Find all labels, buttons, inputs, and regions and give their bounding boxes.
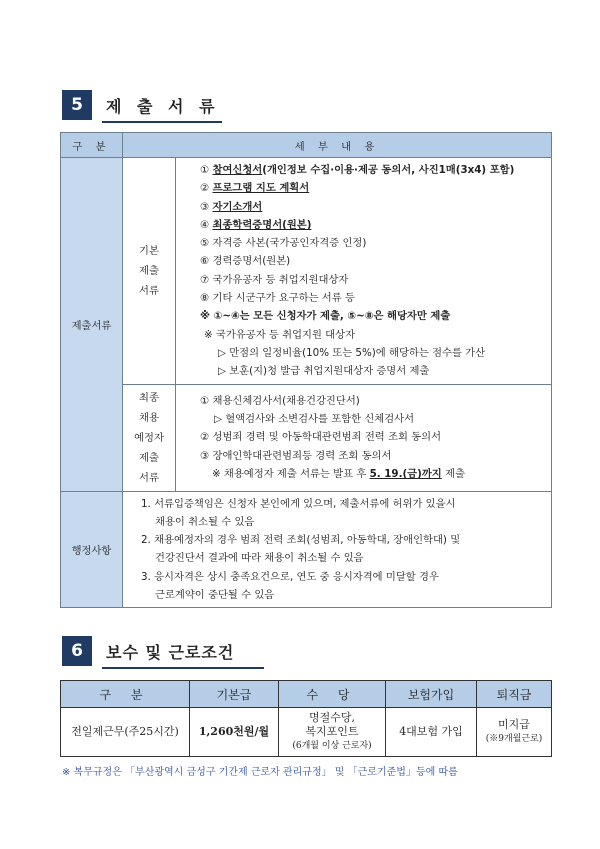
allowance-value: 명절수당, 복지포인트 (6개월 이상 근로자)	[279, 708, 386, 757]
admin-line: 건강진단서 결과에 따라 채용이 취소될 수 있음	[155, 552, 364, 565]
merit-subnote: ▷ 보훈(지)청 발급 취업지원대상자 증명서 제출	[218, 365, 430, 378]
admin-notes	[123, 491, 552, 608]
header-category: 구 분	[61, 133, 123, 158]
merit-note: ※ 국가유공자 등 취업지원 대상자	[204, 328, 356, 341]
header-details: 세 부 내 용	[123, 133, 552, 158]
header-category: 구 분	[61, 681, 190, 708]
admin-line: 근로계약이 중단될 수 있음	[155, 589, 275, 602]
list-item: ⑤ 자격증 사본(국가공인자격증 인정)	[200, 237, 367, 250]
list-item: ④ 최종학력증명서(원본)	[200, 218, 312, 231]
severance-value: 미지급 (※9개월근로)	[477, 708, 552, 757]
documents-table	[60, 132, 552, 608]
header-base-pay: 기본급	[190, 681, 279, 708]
header-severance: 퇴직금	[477, 681, 552, 708]
employment-type: 전일제근무(주25시간)	[61, 708, 190, 757]
category-documents: 제출서류	[61, 158, 123, 492]
list-item: ② 프로그램 지도 계획서	[200, 182, 310, 195]
list-item: ① 참여신청서(개인정보 수집·이용·제공 동의서, 사진1매(3x4) 포함)	[200, 164, 515, 176]
admin-line: 2. 채용예정자의 경우 범죄 전력 조회(성범죄, 아동학대, 장애인학대) 및	[141, 534, 461, 547]
base-pay-value: 1,260천원/월	[190, 708, 279, 757]
basic-docs-label: 기본 제출 서류	[123, 158, 176, 385]
section-number: 6	[62, 636, 92, 666]
list-item: ⑦ 국가유공자 등 취업지원대상자	[200, 273, 349, 286]
section-title: 제 출 서 류	[106, 96, 220, 116]
section-6-header	[62, 636, 234, 666]
admin-line: 채용이 취소될 수 있음	[155, 515, 255, 528]
list-item: ② 성범죄 경력 및 아동학대관련범죄 전력 조회 동의서	[200, 431, 442, 444]
header-allowance: 수 당	[279, 681, 386, 708]
insurance-value: 4대보험 가입	[386, 708, 477, 757]
deadline-note: ※ 채용예정자 제출 서류는 발표 후 5. 19.(금)까지 제출	[212, 468, 465, 480]
admin-line: 3. 응시자격은 상시 충족요건으로, 연도 중 응시자격에 미달할 경우	[141, 570, 439, 583]
list-item: ① 채용신체검사서(채용건강진단서)	[200, 394, 360, 407]
list-item: ⑥ 경력증명서(원본)	[200, 255, 291, 268]
list-item: ③ 자기소개서	[200, 200, 263, 213]
section-5-header	[62, 90, 220, 120]
list-item: ⑧ 기타 시군구가 요구하는 서류 등	[200, 292, 355, 305]
list-item: ▷ 혈액검사와 소변검사를 포함한 신체검사서	[214, 413, 415, 426]
section-title: 보수 및 근로조건	[106, 642, 235, 662]
section-underline	[102, 667, 264, 669]
pay-table	[60, 680, 552, 757]
admin-line: 1. 서류입증책임은 신청자 본인에게 있으며, 제출서류에 허위가 있을시	[141, 497, 456, 510]
final-docs-list	[176, 384, 552, 491]
submission-note: ※ ①~④는 모든 신청자가 제출, ⑤~⑧은 해당자만 제출	[200, 310, 451, 323]
final-docs-label: 최종 채용 예정자 제출 서류	[123, 384, 176, 491]
footnote: ※ 복무규정은 「부산광역시 금성구 기간제 근로자 관리규정」 및 「근로기준법」등에 따름	[62, 767, 458, 778]
category-admin: 행정사항	[61, 491, 123, 608]
section-underline	[102, 121, 222, 123]
merit-subnote: ▷ 만점의 일정비율(10% 또는 5%)에 해당하는 점수를 가산	[218, 346, 486, 359]
list-item: ③ 장애인학대관련범죄등 경력 조회 동의서	[200, 449, 392, 462]
header-insurance: 보험가입	[386, 681, 477, 708]
section-number: 5	[62, 90, 92, 120]
basic-docs-list	[176, 158, 552, 385]
